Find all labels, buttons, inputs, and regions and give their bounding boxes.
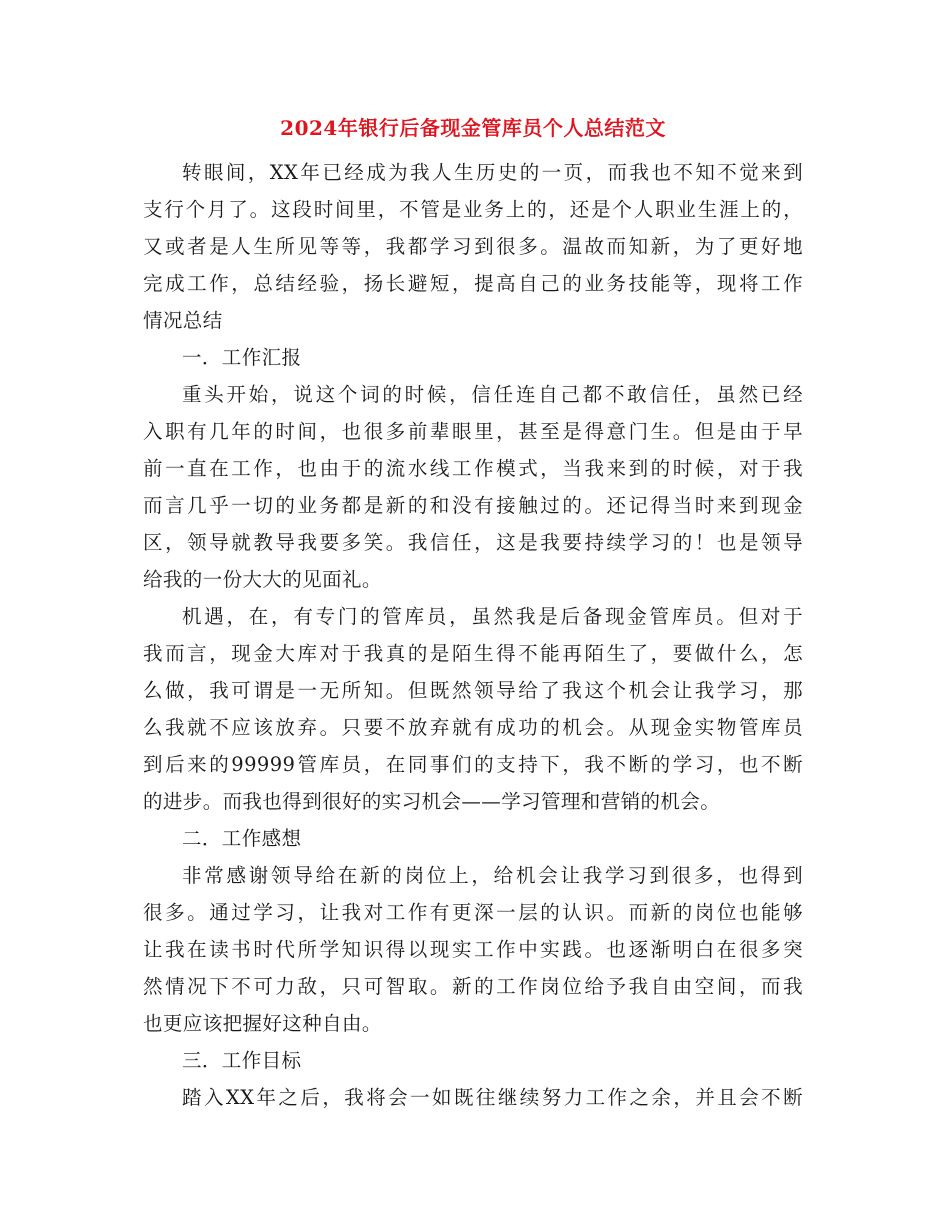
paragraph-line: 让我在读书时代所学知识得以现实工作中实践。也逐渐明白在很多突 xyxy=(143,938,803,961)
paragraph-line: 入职有几年的时间，也很多前辈眼里，甚至是得意门生。但是由于早 xyxy=(143,420,803,443)
section-heading: 二．工作感想 xyxy=(182,827,302,850)
paragraph-line: 完成工作，总结经验，扬长避短，提高自己的业务技能等，现将工作 xyxy=(143,272,803,295)
paragraph-line: 给我的一份大大的见面礼。 xyxy=(143,568,382,591)
paragraph xyxy=(143,598,803,820)
section-heading: 一．工作汇报 xyxy=(182,346,302,369)
paragraph xyxy=(143,376,803,598)
paragraph-line: 很多。通过学习，让我对工作有更深一层的认识。而新的岗位也能够 xyxy=(143,901,803,924)
paragraph-line: 么我就不应该放弃。只要不放弃就有成功的机会。从现金实物管库员 xyxy=(143,716,803,739)
paragraph-line: 前一直在工作，也由于的流水线工作模式，当我来到的时候，对于我 xyxy=(143,457,803,480)
document-title: 2024年银行后备现金管库员个人总结范文 xyxy=(280,116,666,140)
paragraph-line: 转眼间，XX年已经成为我人生历史的一页，而我也不知不觉来到 xyxy=(182,161,803,184)
paragraph-line: 然情况下不可力敌，只可智取。新的工作岗位给予我自由空间，而我 xyxy=(143,975,803,998)
paragraph xyxy=(143,857,803,1042)
paragraph-line: 支行个月了。这段时间里，不管是业务上的，还是个人职业生涯上的， xyxy=(143,198,803,221)
paragraph-line: 非常感谢领导给在新的岗位上，给机会让我学习到很多，也得到 xyxy=(182,864,803,887)
paragraph-line: 又或者是人生所见等等，我都学习到很多。温故而知新，为了更好地 xyxy=(143,235,803,258)
paragraph-line: 踏入XX年之后，我将会一如既往继续努力工作之余，并且会不断 xyxy=(182,1086,803,1109)
paragraph xyxy=(143,1079,803,1116)
paragraph-line: 情况总结 xyxy=(143,309,223,332)
paragraph-line: 到后来的99999管库员，在同事们的支持下，我不断的学习，也不断 xyxy=(143,753,803,776)
paragraph-line: 的进步。而我也得到很好的实习机会——学习管理和营销的机会。 xyxy=(143,790,721,813)
paragraph-line: 机遇，在，有专门的管库员，虽然我是后备现金管库员。但对于 xyxy=(182,605,803,628)
section-heading: 三．工作目标 xyxy=(182,1049,302,1072)
paragraph xyxy=(143,154,803,339)
paragraph-line: 而言几乎一切的业务都是新的和没有接触过的。还记得当时来到现金 xyxy=(143,494,803,517)
paragraph-line: 区，领导就教导我要多笑。我信任，这是我要持续学习的！也是领导 xyxy=(143,531,803,554)
paragraph-line: 也更应该把握好这种自由。 xyxy=(143,1012,382,1035)
document-body xyxy=(143,154,803,1116)
paragraph-line: 我而言，现金大库对于我真的是陌生得不能再陌生了，要做什么，怎 xyxy=(143,642,803,665)
document-page xyxy=(143,106,803,1116)
paragraph-line: 重头开始，说这个词的时候，信任连自己都不敢信任，虽然已经 xyxy=(182,383,803,406)
paragraph-line: 么做，我可谓是一无所知。但既然领导给了我这个机会让我学习，那 xyxy=(143,679,803,702)
